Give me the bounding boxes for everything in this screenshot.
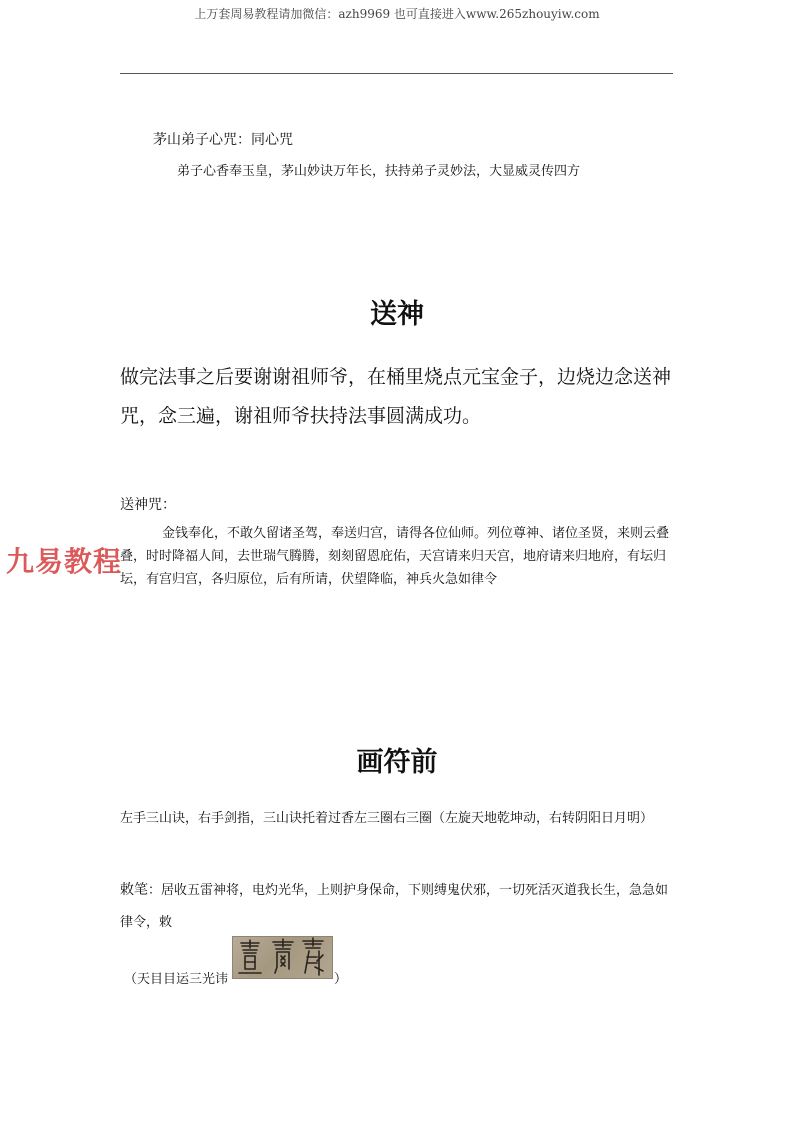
header-divider xyxy=(120,73,673,74)
huafu-instruction: 左手三山诀，右手剑指，三山诀托着过香左三圈右三圈（左旋天地乾坤动，右转阴阳日月明） xyxy=(120,811,654,826)
page-header: 上万套周易教程请加微信：azh9969 也可直接进入www.265zhouyiw.com xyxy=(194,7,600,21)
songshen-incantation: 金钱奉化，不敢久留诸圣驾，奉送归宫，请得各位仙师。列位尊神、诸位圣贤，来则云叠叠，时时降福人间，去世瑞气腾腾，刻刻留恩庇佑，天宫请来归天宫，地府请来归地府，有坛归坛，有宫归宫，各归原位，后有所请，伏望降临，神兵火急如律令 xyxy=(120,526,670,587)
talisman-note-open: （天目目运三光讳 xyxy=(124,972,229,987)
talisman-note-close: ） xyxy=(334,972,348,987)
section-title-songshen: 送神 xyxy=(370,299,424,330)
songshen-intro: 做完法事之后要谢谢祖师爷，在桶里烧点元宝金子，边烧边念送神咒，念三遍，谢祖师爷扶持法事圆满成功。 xyxy=(120,366,672,427)
chijian-paragraph xyxy=(120,874,676,939)
songshen-label: 送神咒： xyxy=(120,497,176,513)
talisman-script-image xyxy=(232,936,333,979)
watermark: 九易教程 xyxy=(6,545,123,578)
section-title-huafu: 画符前 xyxy=(356,747,438,778)
mantra-text: 弟子心香奉玉皇，茅山妙诀万年长，扶持弟子灵妙法，大显威灵传四方 xyxy=(177,164,581,179)
chijian-text: ：居收五雷神将，电灼光华，上则护身保命，下则缚鬼伏邪，一切死活灭道我长生，急急如律令，敕 xyxy=(120,883,669,930)
talisman-glyphs-icon xyxy=(233,937,332,978)
mantra-title: 茅山弟子心咒：同心咒 xyxy=(153,132,293,148)
chijian-lead: 敕笔 xyxy=(120,882,148,898)
